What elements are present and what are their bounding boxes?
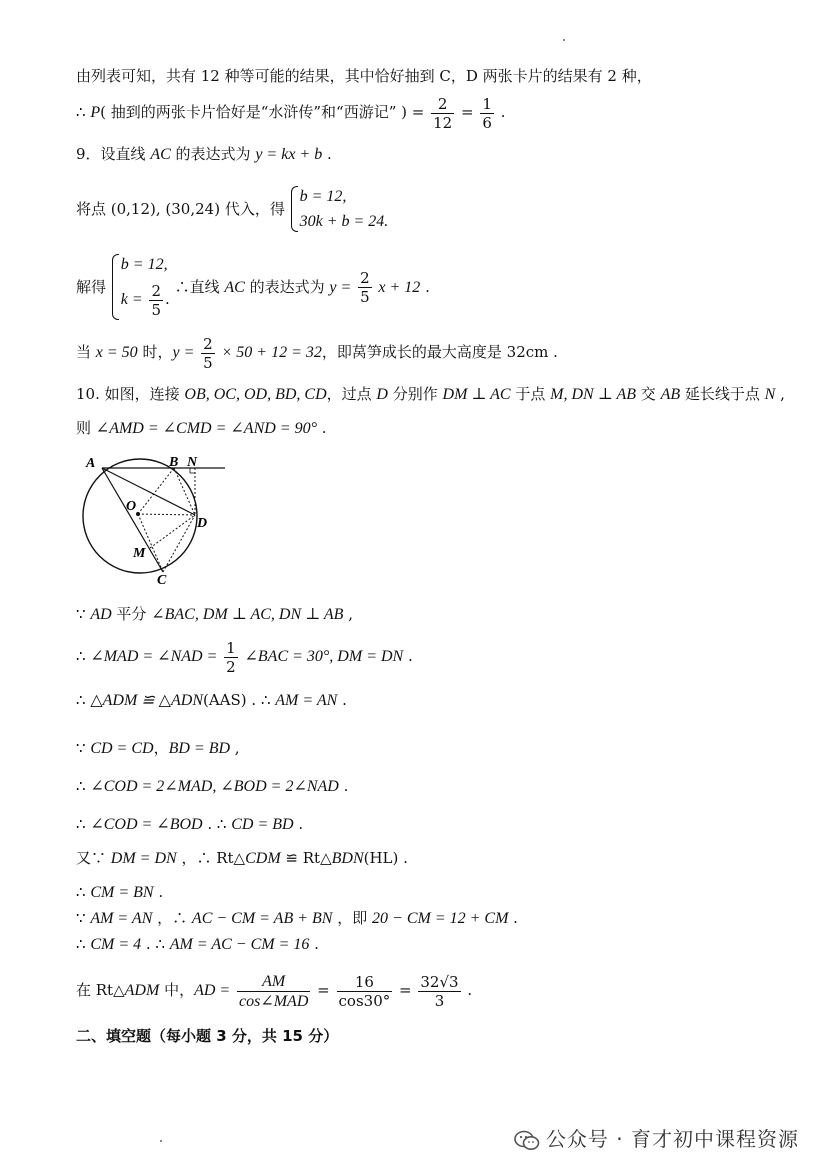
wechat-icon [514, 1130, 540, 1152]
label-n: N [187, 455, 198, 470]
common-sides-line: ∵ CD = CD，BD = BD , [76, 739, 240, 757]
section-heading: 二、填空题（每小题 3 分，共 15 分） [76, 1027, 339, 1045]
watermark: 公众号 · 育才初中课程资源 [514, 1123, 799, 1152]
angle-equal-line: ∴ ∠MAD = ∠NAD = $\frac{1}{2}$ ∠BAC = 30°, DM = DN . [76, 638, 413, 676]
final-ad-line: 在 Rt△ADM 中，AD = $\frac{AM}{\text{cos∠MAD}}$ = $\frac{16}{\cos 30^\circ}$ = $\frac{32√3}{3}$ . [76, 972, 473, 1010]
central-angle-line: ∴ ∠COD = 2∠MAD, ∠BOD = 2∠NAD . [76, 777, 349, 795]
congruence-hl-line: 又∵ DM = DN ，∴ Rt△CDM ≌ Rt△BDN(HL) . [76, 849, 408, 867]
max-height-line: 当 x = 50 时，y = $\frac{2}{5}$ × 50 + 12 = 32，即莴笋成长的最大高度是 32cm . [76, 334, 558, 372]
label-a: A [86, 456, 96, 471]
problem-10-line: 10. 如图，连接 OB, OC, OD, BD, CD，过点 D 分别作 DM ⊥ AC 于点 M, DN ⊥ AB 交 AB 延长线于点 N , [76, 385, 785, 403]
equal-angles-line: ∴ ∠COD = ∠BOD . ∴ CD = BD . [76, 815, 304, 833]
solution-line: 解得 b = 12, k = $\frac{2}{5}$ . ∴直线 AC 的表达式为 y = $\frac{2}{5}$ x + 12 . [76, 252, 430, 322]
label-b: B [169, 455, 179, 470]
bisector-line: ∵ AD 平分 ∠BAC, DM ⊥ AC, DN ⊥ AB , [76, 605, 353, 623]
problem-9-line: 9．设直线 AC 的表达式为 y = kx + b . [76, 145, 332, 163]
probability-line: ∴ P( 抽到的两张卡片恰好是“水浒传”和“西游记” ) = $\frac{2}{12}$ = $\frac{1}{6}$ . [76, 94, 506, 132]
fraction-2-12: $\frac{2}{12}$ [433, 94, 453, 132]
solution-system: b = 12, k = $\frac{2}{5}$ . [111, 252, 170, 322]
equation-line: ∵ AM = AN ，∴ AC − CM = AB + BN ，即 20 − CM = 12 + CM . [76, 909, 518, 927]
cm-bn-line: ∴ CM = BN . [76, 883, 164, 901]
congruence-aas-line: ∴ △ADM ≌ △ADN(AAS) . ∴ AM = AN . [76, 691, 347, 709]
geometry-figure [70, 448, 240, 588]
label-m: M [133, 546, 146, 561]
fraction-1-6: $\frac{1}{6}$ [482, 94, 492, 132]
equation-system: b = 12, 30k + b = 24. [290, 184, 389, 234]
result-line: ∴ CM = 4 . ∴ AM = AC − CM = 16 . [76, 935, 319, 953]
right-angles-line: 则 ∠AMD = ∠CMD = ∠AND = 90° . [76, 419, 327, 437]
text-line-1: 由列表可知，共有 12 种等可能的结果，其中恰好抽到 C，D 两张卡片的结果有 2 种， [76, 67, 652, 85]
label-o: O [126, 499, 137, 514]
substitution-line: 将点 (0,12), (30,24) 代入，得 b = 12, 30k + b = 24. [76, 184, 388, 234]
label-d: D [197, 516, 208, 531]
label-c: C [157, 573, 167, 588]
